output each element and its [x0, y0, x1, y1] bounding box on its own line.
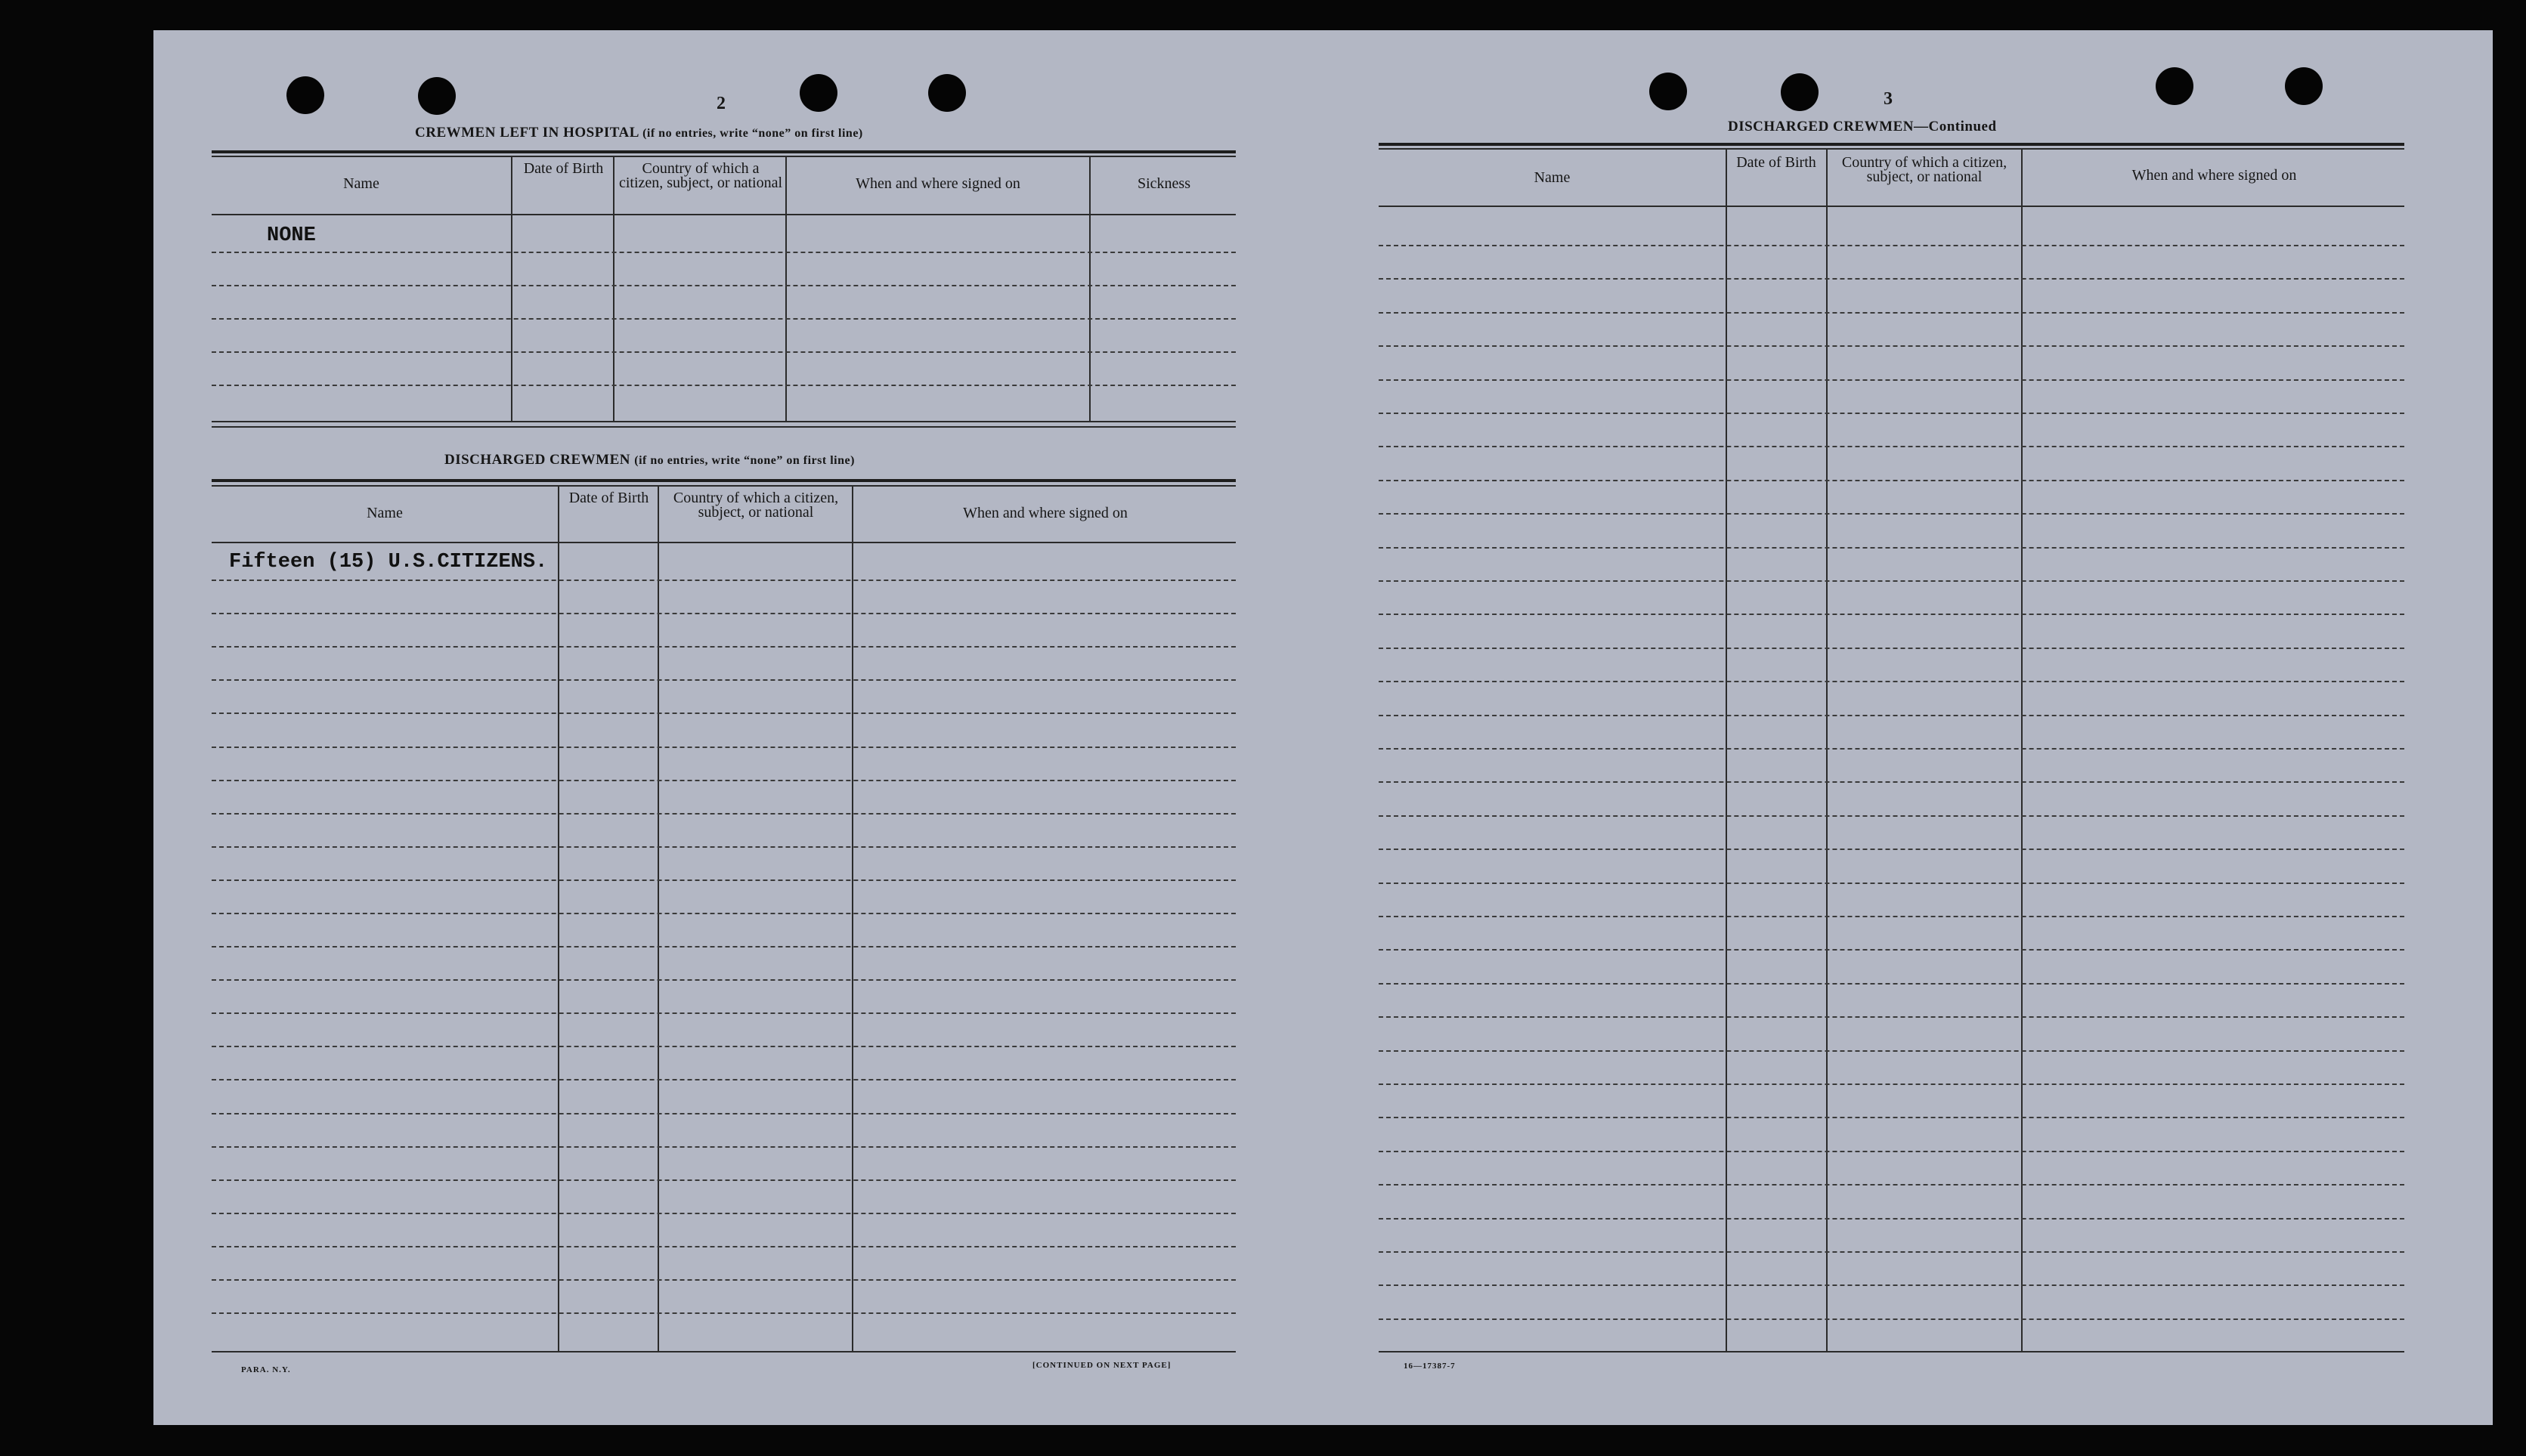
- printer-mark: PARA. N.Y.: [241, 1365, 291, 1374]
- entry-line: [1379, 446, 2404, 447]
- discharged-continued-title: DISCHARGED CREWMEN—Continued: [1728, 119, 1997, 134]
- hospital-title-text: CREWMEN LEFT IN HOSPITAL: [415, 125, 639, 141]
- entry-line: [1379, 1016, 2404, 1018]
- entry-line: [1379, 513, 2404, 515]
- punch-hole: [2156, 67, 2193, 105]
- entry-line: [1379, 1151, 2404, 1152]
- column-divider: [785, 156, 787, 422]
- column-header-date-of-birth: Date of Birth: [1736, 154, 1816, 171]
- form-number: 16—17387-7: [1404, 1362, 1456, 1371]
- entry-line: [1379, 1284, 2404, 1286]
- table-top-rule: [1379, 143, 2404, 146]
- entry-line: [1379, 883, 2404, 884]
- entry-line: [212, 1113, 1236, 1114]
- punch-hole: [2285, 67, 2323, 105]
- entry-line: [1379, 1318, 2404, 1320]
- entry-line: [1379, 849, 2404, 850]
- punch-hole: [418, 77, 456, 115]
- entry-line: [212, 979, 1236, 981]
- entry-line: [212, 780, 1236, 781]
- entry-line: [1379, 916, 2404, 917]
- entry-line: [212, 385, 1236, 386]
- column-divider: [658, 486, 659, 1352]
- entry-line: [212, 879, 1236, 881]
- column-divider: [511, 156, 512, 422]
- entry-line: [1379, 312, 2404, 314]
- page-number: 2: [717, 94, 726, 113]
- entry-line: [1379, 715, 2404, 716]
- entry-line: [212, 1012, 1236, 1014]
- discharged-section-title: [444, 452, 855, 468]
- column-header-name: Name: [343, 175, 379, 192]
- entry-line: [212, 1312, 1236, 1314]
- header-bottom-rule: [1379, 206, 2404, 207]
- punch-hole: [286, 76, 324, 114]
- entry-line: [212, 713, 1236, 714]
- entry-line: [1379, 413, 2404, 414]
- table-top-rule: [212, 150, 1236, 153]
- entry-line: [212, 679, 1236, 681]
- entry-line: [1379, 748, 2404, 750]
- table-top-rule: [1379, 148, 2404, 150]
- entry-line: [212, 613, 1236, 614]
- entry-line: [1379, 1050, 2404, 1052]
- entry-line: [1379, 1083, 2404, 1085]
- entry-line: [212, 1246, 1236, 1247]
- entry-line: [1379, 480, 2404, 481]
- entry-line: [1379, 245, 2404, 246]
- column-header-when-where: When and where signed on: [856, 175, 1020, 192]
- entry-line: [1379, 1184, 2404, 1186]
- column-header-country: Country of which a citizen, subject, or national: [1841, 154, 2007, 185]
- header-bottom-rule: [212, 214, 1236, 215]
- entry-line: [212, 351, 1236, 353]
- table-top-rule: [212, 485, 1236, 487]
- entry-line: [212, 747, 1236, 748]
- table-top-rule: [212, 156, 1236, 157]
- page-number: 3: [1884, 89, 1893, 109]
- entry-line: [212, 1213, 1236, 1214]
- table-bottom-rule: [1379, 1351, 2404, 1352]
- column-header-date-of-birth: Date of Birth: [568, 490, 649, 506]
- column-divider: [852, 486, 853, 1352]
- entry-line: [1379, 345, 2404, 347]
- column-header-name: Name: [1534, 169, 1571, 186]
- column-header-date-of-birth: Date of Birth: [523, 160, 604, 177]
- table-bottom-rule: [212, 1351, 1236, 1352]
- entry-line: [1379, 681, 2404, 682]
- entry-line: [1379, 580, 2404, 582]
- punch-hole: [1781, 73, 1819, 111]
- column-header-country: Country of which a citizen, subject, or national: [673, 490, 839, 521]
- entry-line: [212, 946, 1236, 947]
- entry-line: [1379, 614, 2404, 615]
- entry-line: [212, 846, 1236, 848]
- entry-line: [212, 1279, 1236, 1281]
- entry-line: [212, 1079, 1236, 1080]
- entry-line: [1379, 1218, 2404, 1220]
- entry-line: [212, 318, 1236, 320]
- entry-line: [212, 813, 1236, 815]
- entry-line: [212, 1146, 1236, 1148]
- entry-line: [212, 252, 1236, 253]
- column-divider: [1726, 149, 1727, 1351]
- entry-line: [212, 1046, 1236, 1047]
- entry-line: [1379, 983, 2404, 985]
- hospital-entry: NONE: [267, 224, 316, 247]
- punch-hole: [800, 74, 837, 112]
- column-header-name: Name: [367, 505, 403, 521]
- continued-note: [CONTINUED ON NEXT PAGE]: [1032, 1361, 1172, 1370]
- table-bottom-rule: [212, 426, 1236, 428]
- entry-line: [1379, 379, 2404, 381]
- discharged-title-note: (if no entries, write “none” on first line): [634, 454, 855, 467]
- column-header-when-where: When and where signed on: [2131, 167, 2297, 184]
- column-divider: [613, 156, 614, 422]
- entry-line: [1379, 648, 2404, 649]
- hospital-section-title: [415, 125, 863, 141]
- entry-line: [212, 1179, 1236, 1181]
- column-divider: [558, 486, 559, 1352]
- table-bottom-rule: [212, 421, 1236, 422]
- entry-line: [212, 646, 1236, 648]
- table-top-rule: [212, 479, 1236, 482]
- entry-line: [212, 285, 1236, 286]
- entry-line: [212, 913, 1236, 914]
- document-sheet: [153, 30, 2493, 1425]
- entry-line: [1379, 1117, 2404, 1118]
- entry-line: [1379, 781, 2404, 783]
- entry-line: [1379, 949, 2404, 951]
- hospital-title-note: (if no entries, write “none” on first line): [642, 127, 863, 140]
- column-divider: [1826, 149, 1828, 1351]
- punch-hole: [928, 74, 966, 112]
- discharged-entry: Fifteen (15) U.S.CITIZENS.: [229, 551, 548, 573]
- header-bottom-rule: [212, 542, 1236, 543]
- punch-hole: [1649, 73, 1687, 110]
- entry-line: [212, 580, 1236, 581]
- entry-line: [1379, 815, 2404, 817]
- entry-line: [1379, 547, 2404, 549]
- column-header-sickness: Sickness: [1138, 175, 1190, 192]
- column-header-country: Country of which a citizen, subject, or national: [618, 160, 783, 191]
- entry-line: [1379, 1251, 2404, 1253]
- column-header-when-where: When and where signed on: [963, 505, 1128, 521]
- column-divider: [1089, 156, 1091, 422]
- column-divider: [2021, 149, 2023, 1351]
- entry-line: [1379, 278, 2404, 280]
- discharged-title-text: DISCHARGED CREWMEN: [444, 452, 630, 468]
